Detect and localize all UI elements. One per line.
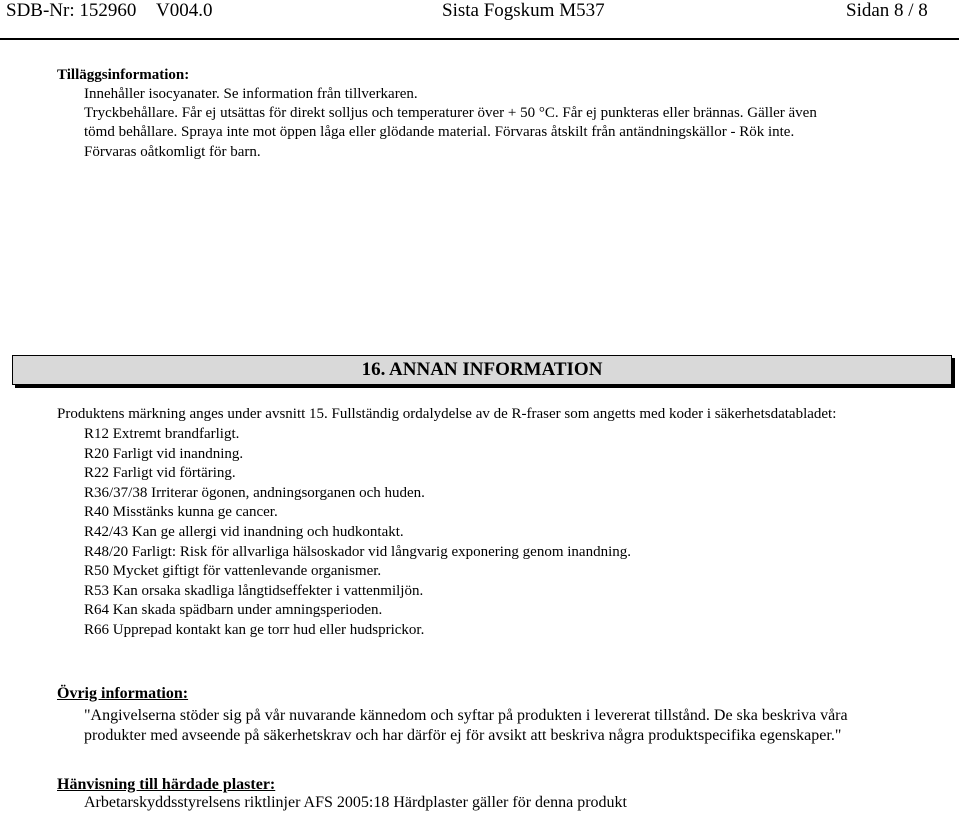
r-phrase: R36/37/38 Irriterar ögonen, andningsorganen och huden. [84,484,425,501]
ovrig-line-1: "Angivelserna stöder sig på vår nuvarande kännedom och syftar på produkten i levererat tillstånd. De ska beskriva våra [84,707,848,724]
section-16-intro: Produktens märkning anges under avsnitt 15. Fullständig ordalydelse av de R-fraser som angetts med koder i säkerhetsdatabladet: [57,406,837,422]
tillagg-line-2: Tryckbehållare. Får ej utsättas för direkt solljus och temperaturer över + 50 °C. Får ej punkteras eller brännas. Gäller även [84,105,817,121]
section-16-header [12,355,952,385]
tillagg-line-4: Förvaras oåtkomligt för barn. [84,144,261,160]
ovrig-line-2: produkter med avseende på säkerhetskrav och har därför ej för avsikt att beskriva några produktspecifika egenskaper." [84,727,842,744]
r-phrase: R50 Mycket giftigt för vattenlevande organismer. [84,563,382,580]
hanvisning-line-1: Arbetarskyddsstyrelsens riktlinjer AFS 2005:18 Härdplaster gäller för denna produkt [84,794,627,811]
r-phrase: R40 Misstänks kunna ge cancer. [84,504,278,521]
header-divider [0,38,959,40]
tillagg-line-1: Innehåller isocyanater. Se information från tillverkaren. [84,86,418,102]
doc-version: V004.0 [156,0,213,21]
r-phrase: R48/20 Farligt: Risk för allvarliga hälsoskador vid långvarig exponering genom inandning. [84,543,631,560]
r-phrase: R53 Kan orsaka skadliga långtidseffekter i vattenmiljön. [84,582,424,599]
r-phrase: R12 Extremt brandfarligt. [84,426,240,442]
page-number: Sidan 8 / 8 [846,0,928,21]
r-phrase-list [84,425,631,641]
hanvisning-heading: Hänvisning till härdade plaster: [57,776,276,793]
section-16-title: 16. ANNAN INFORMATION [361,359,603,380]
tillagg-heading: Tilläggsinformation: [57,67,190,83]
doc-id: SDB-Nr: 152960 [6,0,137,21]
r-phrase: R66 Upprepad kontakt kan ge torr hud eller hudsprickor. [84,621,425,638]
tillagg-line-3: tömd behållare. Spraya inte mot öppen låga eller glödande material. Förvaras åtskilt från antändningskällor - Rök inte. [84,124,795,140]
r-phrase: R42/43 Kan ge allergi vid inandning och hudkontakt. [84,523,404,540]
r-phrase: R22 Farligt vid förtäring. [84,465,236,482]
product-name: Sista Fogskum M537 [442,0,605,21]
ovrig-heading: Övrig information: [57,685,189,702]
r-phrase: R64 Kan skada spädbarn under amningsperioden. [84,602,383,619]
r-phrase: R20 Farligt vid inandning. [84,445,244,462]
